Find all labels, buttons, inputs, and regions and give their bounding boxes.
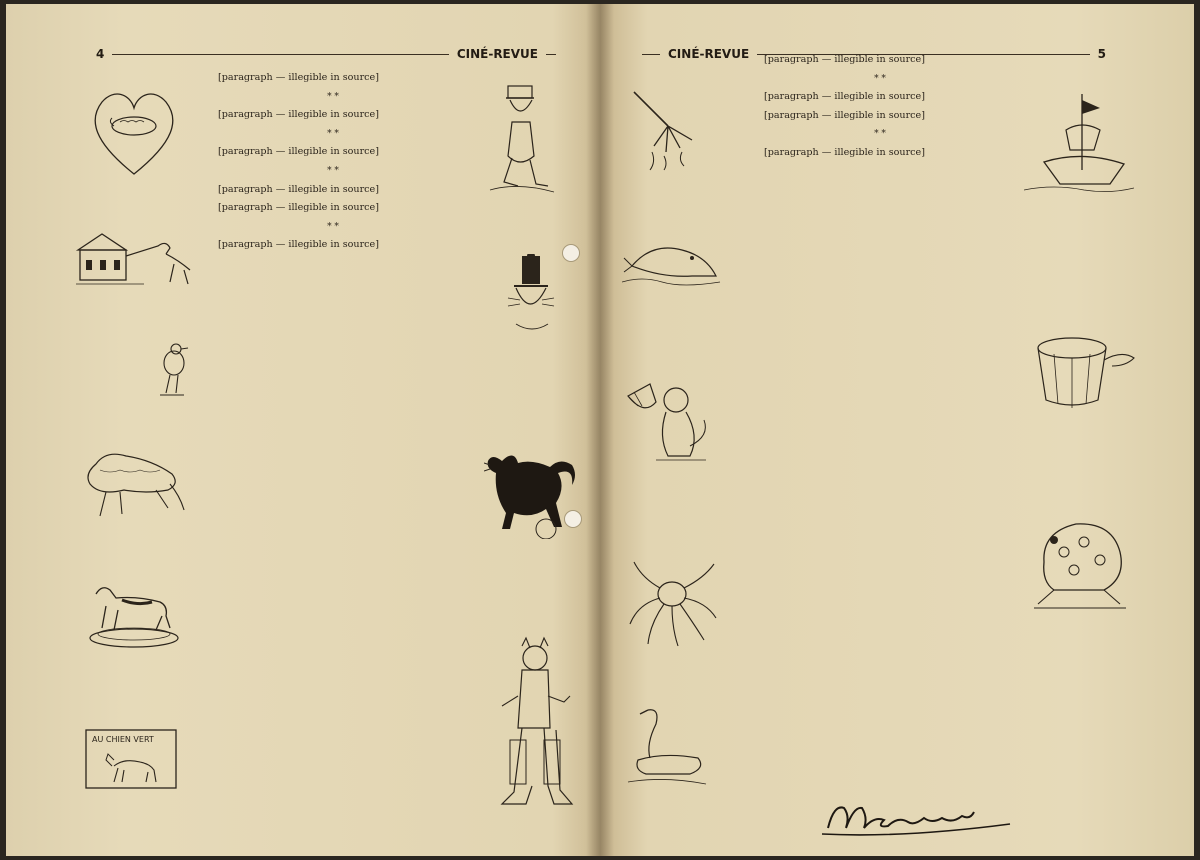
right-page	[600, 4, 1194, 856]
left-page	[6, 4, 600, 856]
right-paragraph: [paragraph — illegible in source]	[764, 146, 925, 158]
left-masthead: CINÉ-REVUE	[456, 47, 538, 61]
frog-illustration	[1024, 512, 1134, 612]
author-signature	[814, 794, 1014, 840]
right-article-column	[750, 54, 1010, 166]
dog-on-pedestal-illustration	[82, 576, 182, 656]
heart-with-sheep-illustration	[84, 82, 184, 182]
bat-griffin-illustration	[620, 376, 720, 476]
rake-sticks-illustration	[628, 86, 704, 176]
policeman-cat-illustration	[488, 82, 558, 202]
right-page-number: 5	[1097, 47, 1106, 61]
section-separator: * *	[327, 221, 339, 232]
left-paragraph: [paragraph — illegible in source]	[218, 146, 379, 158]
header-rule-end	[546, 54, 556, 55]
section-separator: * *	[874, 129, 886, 140]
right-paragraph: [paragraph — illegible in source]	[764, 91, 925, 103]
left-paragraph: [paragraph — illegible in source]	[218, 109, 379, 121]
header-rule-start	[642, 54, 660, 55]
right-paragraph: [paragraph — illegible in source]	[764, 109, 925, 121]
binding-hole	[564, 510, 582, 528]
whale-illustration	[622, 236, 722, 296]
gutter-shadow	[586, 4, 600, 856]
left-paragraph: [paragraph — illegible in source]	[218, 239, 379, 251]
left-page-number: 4	[96, 47, 105, 61]
magazine-spread	[6, 4, 1194, 856]
small-bird-illustration	[154, 339, 194, 399]
wash-tub-illustration	[1028, 330, 1138, 412]
octopus-illustration	[624, 554, 720, 650]
binding-hole	[562, 244, 580, 262]
left-page-header	[96, 46, 564, 62]
left-paragraph: [paragraph — illegible in source]	[218, 72, 379, 83]
header-rule	[112, 54, 448, 55]
section-separator: * *	[874, 73, 886, 84]
chien-vert-sign-text: AU CHIEN VERT	[92, 735, 154, 744]
right-masthead: CINÉ-REVUE	[668, 47, 750, 61]
swan-illustration	[624, 704, 710, 794]
puss-in-boots-illustration	[492, 636, 576, 816]
right-paragraph: [paragraph — illegible in source]	[764, 54, 925, 65]
chien-vert-sign-illustration	[84, 726, 180, 792]
left-paragraph: [paragraph — illegible in source]	[218, 202, 379, 214]
house-and-horse-illustration	[74, 226, 196, 292]
section-separator: * *	[327, 91, 339, 102]
section-separator: * *	[327, 165, 339, 176]
horse-creature-illustration	[76, 444, 186, 524]
gutter-shadow	[600, 4, 614, 856]
ship-illustration	[1024, 90, 1134, 198]
left-paragraph: [paragraph — illegible in source]	[218, 183, 379, 195]
section-separator: * *	[327, 128, 339, 139]
soldier-cat-shako-illustration	[496, 254, 566, 346]
left-article-column	[204, 72, 462, 258]
